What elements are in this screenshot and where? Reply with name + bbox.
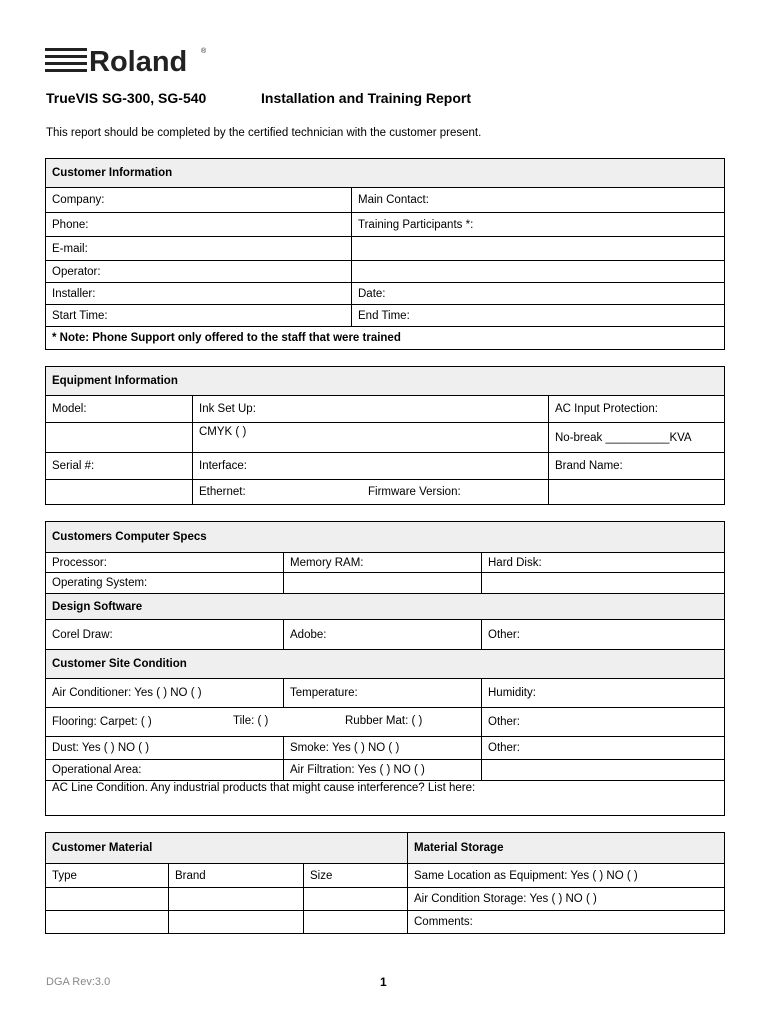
brand-name-label: Brand Name: xyxy=(549,453,725,480)
main-contact-field[interactable]: Main Contact: xyxy=(352,188,725,213)
computer-specs-heading: Customers Computer Specs xyxy=(46,522,725,553)
roland-logo xyxy=(45,44,215,74)
air-condition-storage-field[interactable]: Air Condition Storage: Yes ( ) NO ( ) xyxy=(408,888,725,911)
flooring-field[interactable] xyxy=(46,708,482,737)
revision-label: DGA Rev:3.0 xyxy=(46,976,111,988)
hard-disk-field[interactable]: Hard Disk: xyxy=(482,553,725,573)
customer-information-heading: Customer Information xyxy=(46,159,725,188)
interface-field[interactable] xyxy=(193,480,549,505)
site-condition-heading: Customer Site Condition xyxy=(46,650,725,679)
training-participants-field[interactable]: Training Participants *: xyxy=(352,213,725,237)
operator-field[interactable]: Operator: xyxy=(46,261,352,283)
support-note: * Note: Phone Support only offered to the staff that were trained xyxy=(46,327,725,350)
material-type-cell[interactable] xyxy=(46,888,169,911)
date-field[interactable]: Date: xyxy=(352,283,725,305)
participants-extra-field-2[interactable] xyxy=(352,261,725,283)
ac-input-protection-label: AC Input Protection: xyxy=(549,396,725,423)
company-field[interactable]: Company: xyxy=(46,188,352,213)
air-filtration-field[interactable]: Air Filtration: Yes ( ) NO ( ) xyxy=(284,760,482,781)
computer-specs-table xyxy=(45,521,725,816)
material-size-cell[interactable] xyxy=(304,911,408,934)
phone-field[interactable]: Phone: xyxy=(46,213,352,237)
intro-text: This report should be completed by the certified technician with the customer present. xyxy=(46,127,482,139)
equipment-information-table xyxy=(45,366,725,505)
air-conditioner-field[interactable]: Air Conditioner: Yes ( ) NO ( ) xyxy=(46,679,284,708)
operational-area-field[interactable]: Operational Area: xyxy=(46,760,284,781)
temperature-field[interactable]: Temperature: xyxy=(284,679,482,708)
customer-material-table xyxy=(45,832,725,934)
flooring-rubber-mat-checkbox[interactable]: Rubber Mat: ( ) xyxy=(345,715,423,727)
svg-text:®: ® xyxy=(201,48,207,55)
email-field[interactable]: E-mail: xyxy=(46,237,352,261)
material-size-cell[interactable] xyxy=(304,888,408,911)
material-storage-heading: Material Storage xyxy=(408,833,725,864)
corel-draw-field[interactable]: Corel Draw: xyxy=(46,620,284,650)
start-time-field[interactable]: Start Time: xyxy=(46,305,352,327)
serial-field[interactable] xyxy=(46,480,193,505)
end-time-field[interactable]: End Time: xyxy=(352,305,725,327)
flooring-tile-checkbox[interactable]: Tile: ( ) xyxy=(233,715,269,727)
serial-label: Serial #: xyxy=(46,453,193,480)
material-type-cell[interactable] xyxy=(46,911,169,934)
firmware-version-label: Firmware Version: xyxy=(368,486,461,498)
customer-information-table xyxy=(45,158,725,350)
processor-field[interactable]: Processor: xyxy=(46,553,284,573)
ethernet-label: Ethernet: xyxy=(199,486,246,498)
report-title: Installation and Training Report xyxy=(261,90,472,106)
same-location-field[interactable]: Same Location as Equipment: Yes ( ) NO ( ) xyxy=(408,864,725,888)
flooring-carpet-checkbox[interactable]: Flooring: Carpet: ( ) xyxy=(52,716,152,728)
ac-line-condition-field[interactable]: AC Line Condition. Any industrial products that might cause interference? List here: xyxy=(46,781,725,816)
blank-cell xyxy=(482,573,725,594)
roland-logo-graphic xyxy=(45,44,215,74)
product-name: TrueVIS SG-300, SG-540 xyxy=(46,90,207,106)
humidity-field[interactable]: Humidity: xyxy=(482,679,725,708)
design-software-heading: Design Software xyxy=(46,594,725,620)
participants-extra-field[interactable] xyxy=(352,237,725,261)
installer-field[interactable]: Installer: xyxy=(46,283,352,305)
other-flooring-field[interactable]: Other: xyxy=(482,708,725,737)
brand-column-header: Brand xyxy=(169,864,304,888)
blank-cell xyxy=(284,573,482,594)
other-condition-field[interactable]: Other: xyxy=(482,737,725,760)
memory-ram-field[interactable]: Memory RAM: xyxy=(284,553,482,573)
logo-wordmark: Roland xyxy=(89,46,188,74)
type-column-header: Type xyxy=(46,864,169,888)
model-label: Model: xyxy=(46,396,193,423)
brand-name-field[interactable] xyxy=(549,480,725,505)
comments-field[interactable]: Comments: xyxy=(408,911,725,934)
dust-field[interactable]: Dust: Yes ( ) NO ( ) xyxy=(46,737,284,760)
interface-label: Interface: xyxy=(193,453,549,480)
page-number: 1 xyxy=(380,975,387,989)
material-brand-cell[interactable] xyxy=(169,911,304,934)
blank-cell xyxy=(482,760,725,781)
other-software-field[interactable]: Other: xyxy=(482,620,725,650)
no-break-field[interactable]: No-break __________KVA xyxy=(549,423,725,453)
operating-system-field[interactable]: Operating System: xyxy=(46,573,284,594)
model-field[interactable] xyxy=(46,423,193,453)
adobe-field[interactable]: Adobe: xyxy=(284,620,482,650)
cmyk-checkbox[interactable]: CMYK ( ) xyxy=(193,423,549,453)
size-column-header: Size xyxy=(304,864,408,888)
material-brand-cell[interactable] xyxy=(169,888,304,911)
equipment-information-heading: Equipment Information xyxy=(46,367,725,396)
ink-set-up-label: Ink Set Up: xyxy=(193,396,549,423)
smoke-field[interactable]: Smoke: Yes ( ) NO ( ) xyxy=(284,737,482,760)
customer-material-heading: Customer Material xyxy=(46,833,408,864)
